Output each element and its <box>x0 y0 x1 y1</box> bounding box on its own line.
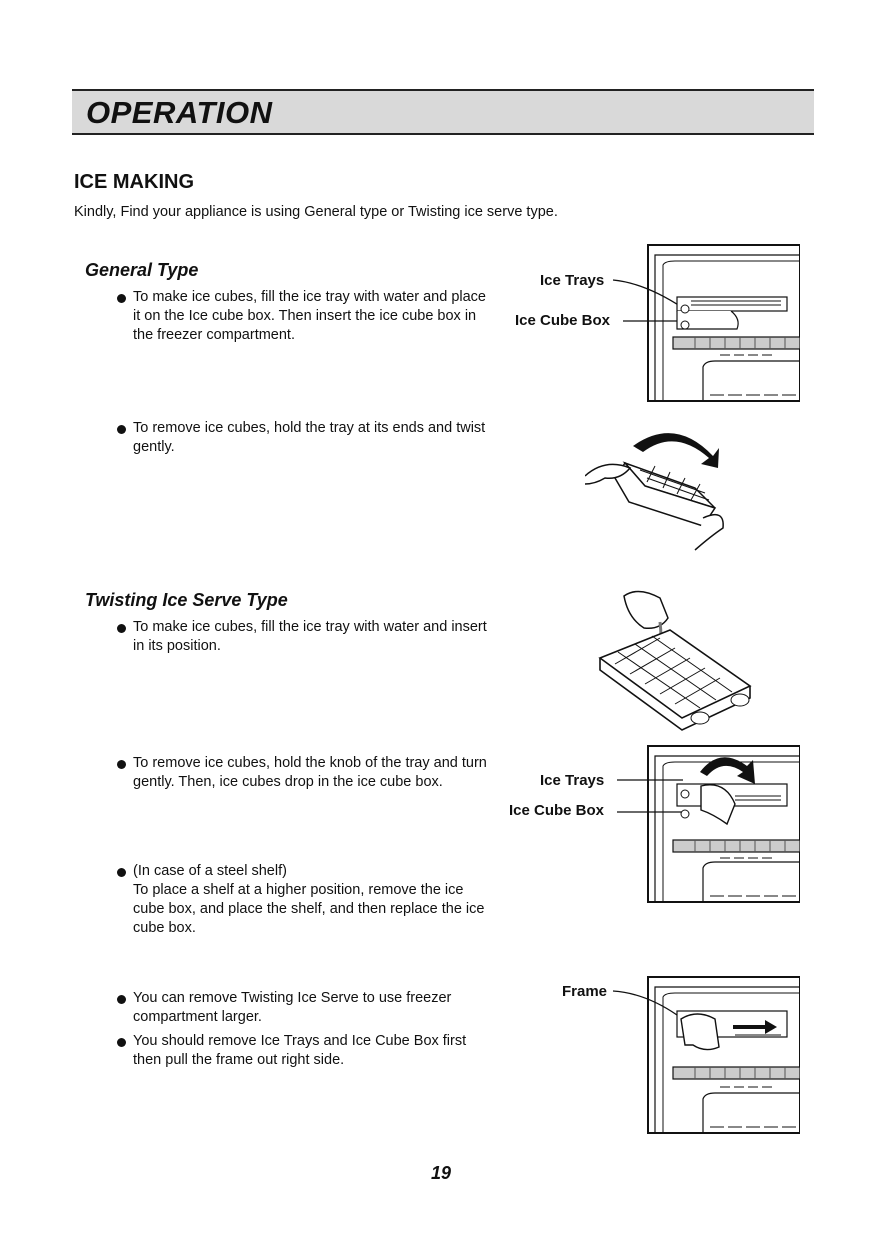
twist-tray-hands-illustration <box>585 418 730 553</box>
twisting-bullet-steel-shelf: (In case of a steel shelf) To place a shelf at a higher position, remove the ice cube box, and place the shelf, and then replace the ice cube box. <box>117 862 497 938</box>
twisting-type-heading: Twisting Ice Serve Type <box>85 590 288 610</box>
twisting-bullet-remove-serve: You can remove Twisting Ice Serve to use freezer compartment larger. <box>117 989 497 1027</box>
intro-text: Kindly, Find your appliance is using General type or Twisting ice serve type. <box>74 204 558 220</box>
bullet-icon <box>117 995 126 1004</box>
page-number: 19 <box>430 1163 452 1183</box>
label-frame: Frame <box>562 983 608 1000</box>
freezer-trays-illustration <box>505 243 800 403</box>
fill-trays-illustration <box>590 588 760 738</box>
section-title: ICE MAKING <box>74 171 194 193</box>
bullet-icon <box>117 624 126 633</box>
general-bullet-fill: To make ice cubes, fill the ice tray with water and place it on the Ice cube box. Then insert the ice cube box in the freezer compartment. <box>117 288 497 345</box>
frame-removal-illustration <box>505 975 800 1135</box>
label-ice-cube-box: Ice Cube Box <box>509 802 605 819</box>
label-ice-trays: Ice Trays <box>540 772 605 789</box>
label-ice-cube-box: Ice Cube Box <box>515 312 611 329</box>
bullet-icon <box>117 425 126 434</box>
twisting-bullet-remove-frame: You should remove Ice Trays and Ice Cube Box first then pull the frame out right side. <box>117 1032 497 1070</box>
bullet-icon <box>117 760 126 769</box>
header-banner <box>72 89 814 135</box>
general-bullet-remove: To remove ice cubes, hold the tray at its ends and twist gently. <box>117 419 497 457</box>
page-heading: OPERATION <box>86 95 273 130</box>
twisting-bullet-remove: To remove ice cubes, hold the knob of the tray and turn gently. Then, ice cubes drop in the ice cube box. <box>117 754 497 792</box>
label-ice-trays: Ice Trays <box>540 272 605 289</box>
twisting-remove-illustration <box>505 744 800 904</box>
bullet-icon <box>117 1038 126 1047</box>
bullet-icon <box>117 868 126 877</box>
twisting-bullet-fill: To make ice cubes, fill the ice tray with water and insert in its position. <box>117 618 497 656</box>
general-type-heading: General Type <box>85 260 199 280</box>
bullet-icon <box>117 294 126 303</box>
